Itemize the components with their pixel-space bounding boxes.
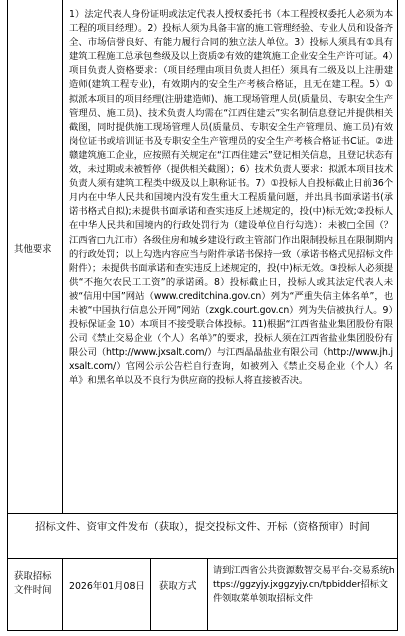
acquire-method-text: 请到江西省公共资源数智交易平台-交易系统https://ggzyjy.jxggzyjy.cn/tpbidder招标文件领取菜单领取招标文件 xyxy=(213,565,395,605)
acquire-method-label: 获取方式 xyxy=(159,581,197,592)
section-heading-row xyxy=(8,513,397,559)
other-requirements-row xyxy=(8,0,397,514)
acquire-date-cell xyxy=(63,558,151,630)
acquire-method-label-cell xyxy=(151,558,208,630)
acquire-date: 2026年01月08日 xyxy=(69,581,145,592)
section-heading: 招标文件、资审文件发布（获取），提交投标文件、开标（资格预审）时间 xyxy=(35,521,370,533)
acquire-time-label-cell xyxy=(8,558,63,630)
acquire-method-cell xyxy=(208,558,397,630)
other-requirements-label: 其他要求 xyxy=(14,244,52,255)
other-requirements-label-cell xyxy=(8,0,63,513)
acquire-documents-row xyxy=(8,558,397,630)
notice-table xyxy=(7,0,398,631)
other-requirements-text: 1）法定代表人身份证明或法定代表人授权委托书（本工程授权委托人必须为本工程的项目经理）。2）投标人须为具备丰富的施工管理经验、专业人员和设备齐全、市场信誉良好、有能力履行合同的独立法人单位。3）投标人须具有①具有建筑工程施工总承包叁级及以上资质②有效的建筑施工企业安全生产许可证。4）项目负责人资格要求：（项目经理由项目负责人担任）须具有二级及以上注册建造师(建筑工程专业)，有效期内的安全生产考核合格证，且无在建工程。5）①拟派本项目的项目经理(注册建造师)、施工现场管理人员(质量员、专职安全生产管理员、施工员)、技术负责人均需在“江西住建云”实名制信息登记并提供相关截图，同时提供施工现场管理人员(质量员、专职安全生产管理员、施工员)有效岗位证书或培训证书及专职安全生产管理员的安全生产考核合格证书C证。②进赣建筑施工企业，应按照有关规定在“江西住建云”登记相关信息，且登记状态有效，未过期或未被暂停（提供相关截图）；6）技术负责人要求：拟派本项目技术负责人须有建筑工程类中级及以上职称证书。7）①投标人自投标截止日前36个月内在中华人民共和国境内没有发生重大工程质量问题，并出具书面承诺书(承诺书格式自拟);未提供书面承诺和查实违反上述规定的，投(中)标无效;②投标人在中华人民共和国境内的行政处罚行为（建设单位自行勾选）：未被□全国（？江西省□九江市）各级住房和城乡建设行政主管部门作出限制投标且在限制期内的行政处罚；以上勾选内容应当与附件承诺书保持一致（承诺书格式见招标文件附件）；未提供书面承诺和查实违反上述规定的，投(中)标无效。③投标人必须提供“不拖欠农民工工资”的承诺函。8）投标截止日，投标人或其法定代表人未被“信用中国”网站（www.creditchina.gov.cn）列为“严重失信主体名单”，也未被“中国执行信息公开网”网站（zxgk.court.gov.cn）列为失信被执行人。9）投标保证金 10）本项目不接受联合体投标。11)根据“江西省盐业集团股份有限公司《禁止交易企业（个人）名单》”的要求，投标人须在江西省盐业集团股份有限公司（http://www.jxsalt.com/）与江西晶晶盐业有限公司（http://www.jh.jxsalt.com/）官网公示公告栏自行查询，如被列入《禁止交易企业（个人）名单》和黑名单以及不良行为供应商的投标人将直接被否决。 xyxy=(69,9,393,387)
acquire-time-label: 获取招标文件时间 xyxy=(14,571,52,596)
